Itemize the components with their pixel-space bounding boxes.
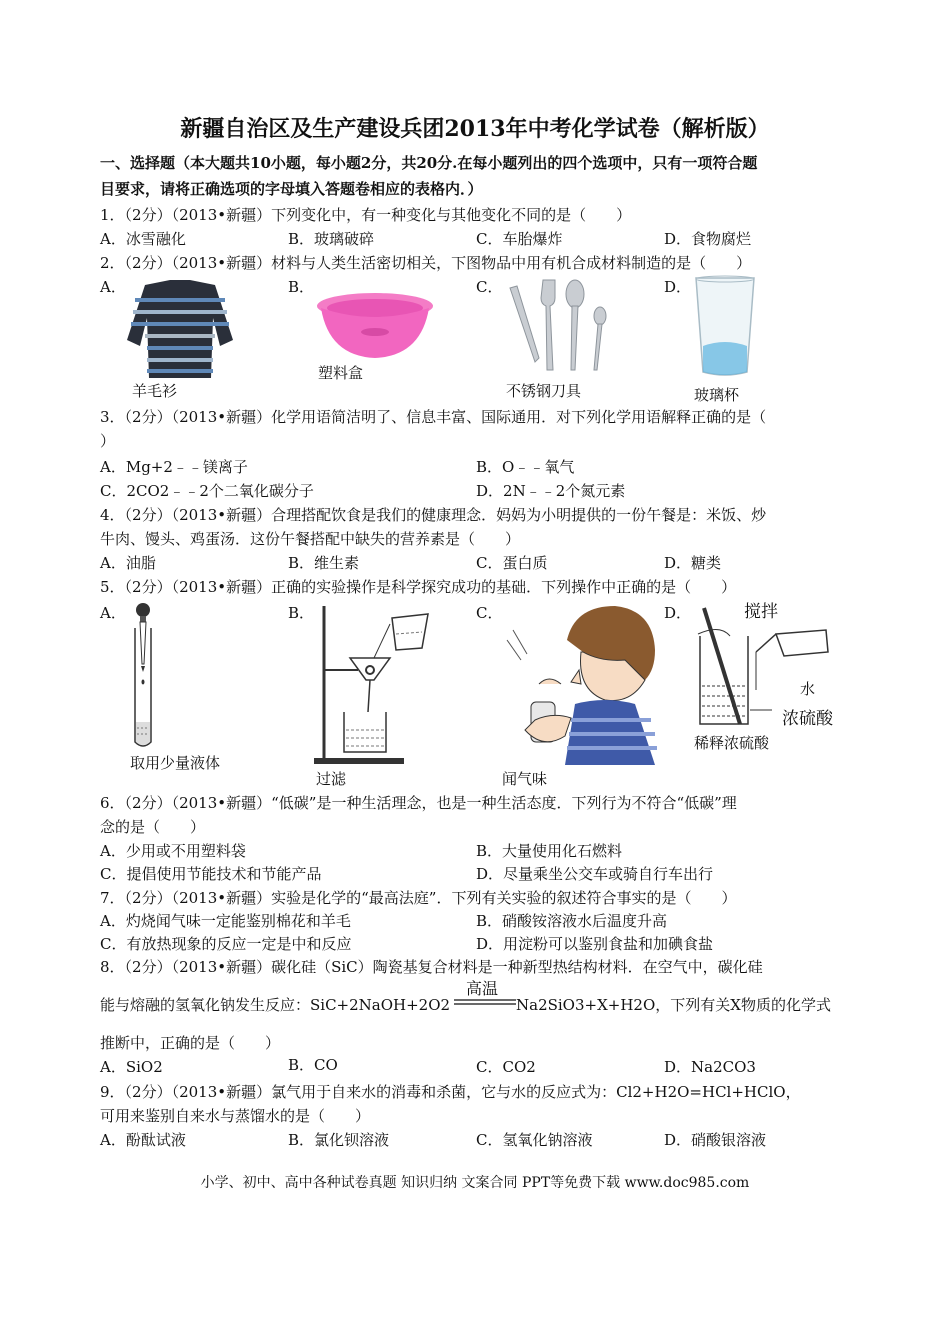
q2-stem: 2．（2分）（2013•新疆）材料与人类生活密切相关，下图物品中用有机合成材料制造的是（ ） [100,254,752,272]
q5-caption-c: 闻气味 [502,770,548,788]
q8-stem-line1: 8．（2分）（2013•新疆）碳化硅（SiC）陶瓷基复合材料是一种新型热结构材料．在空气中，碳化硅 [100,958,763,976]
q2-option-d: D． [664,278,692,296]
q5-caption-d: 稀释浓硫酸 [694,734,770,752]
smelling-boy-image [505,600,665,765]
q8-option-c: C．CO2 [476,1058,536,1076]
q3-option-a: A．Mg+2﹣﹣镁离子 [100,458,248,476]
q5-dilution-stir-label: 搅拌 [744,602,778,622]
q4-option-d: D．糖类 [664,554,722,572]
q4-option-b: B．维生素 [288,554,360,572]
q2-caption-d: 玻璃杯 [694,386,740,404]
q9-option-c: C．氢氧化钠溶液 [476,1131,593,1149]
q3-option-c: C．2CO2﹣﹣2个二氧化碳分子 [100,482,314,500]
q5-dilution-acid-label: 浓硫酸 [782,709,833,729]
q2-option-c: C． [476,278,503,296]
plastic-basin-image [315,292,435,364]
q6-option-c: C．提倡使用节能技术和节能产品 [100,865,322,883]
q2-option-b: B． [288,278,315,296]
q9-stem-line1: 9．（2分）（2013•新疆）氯气用于自来水的消毒和杀菌，它与水的反应式为：Cl2+H2O=HCl+HClO， [100,1083,801,1101]
q8-condition-label: 高温 [466,979,499,998]
q1-option-c: C．车胎爆炸 [476,230,563,248]
q7-stem: 7．（2分）（2013•新疆）实验是化学的“最高法庭”．下列有关实验的叙述符合事实的是（ ） [100,889,737,907]
q6-option-b: B．大量使用化石燃料 [476,842,623,860]
q1-option-a: A．冰雪融化 [100,230,186,248]
q9-option-b: B．氯化钡溶液 [288,1131,390,1149]
section-heading-line1: 一、选择题（本大题共10小题，每小题2分，共20分.在每小题列出的四个选项中，只有一项符合题 [100,154,758,172]
q1-option-b: B．玻璃破碎 [288,230,375,248]
q3-option-d: D．2N﹣﹣2个氮元素 [476,482,626,500]
glass-cup-image [693,276,757,380]
q3-stem-line1: 3．（2分）（2013•新疆）化学用语简洁明了、信息丰富、国际通用．对下列化学用语解释正确的是（ [100,408,767,426]
q8-stem-line3: 推断中，正确的是（ ） [100,1034,281,1052]
q5-dilution-water-label: 水 [800,680,816,698]
q8-option-b: B．CO [288,1056,338,1074]
dropper-testtube-image [128,602,158,750]
q8-option-d: D．Na2CO3 [664,1058,756,1076]
q2-caption-a: 羊毛衫 [132,382,178,400]
q5-option-b: B． [288,604,315,622]
q6-stem-line2: 念的是（ ） [100,818,206,836]
q5-caption-b: 过滤 [316,770,347,788]
filtration-image [310,600,450,768]
q4-option-a: A．油脂 [100,554,156,572]
q4-stem-line2: 牛肉、馒头、鸡蛋汤．这份午餐搭配中缺失的营养素是（ ） [100,530,521,548]
page-footer: 小学、初中、高中各种试卷真题 知识归纳 文案合同 PPT等免费下载 www.doc985.com [200,1175,750,1191]
q7-option-b: B．硝酸铵溶液水后温度升高 [476,912,668,930]
q2-option-a: A． [100,278,126,296]
q6-option-a: A．少用或不用塑料袋 [100,842,246,860]
q7-option-c: C．有放热现象的反应一定是中和反应 [100,935,352,953]
q8-stem-line2-part1: 能与熔融的氢氧化钠发生反应：SiC+2NaOH+2O2 [100,996,451,1014]
q4-stem-line1: 4．（2分）（2013•新疆）合理搭配饮食是我们的健康理念．妈妈为小明提供的一份午餐是：米饭、炒 [100,506,767,524]
q1-stem: 1．（2分）（2013•新疆）下列变化中，有一种变化与其他变化不同的是（ ） [100,206,632,224]
q5-option-a: A． [100,604,126,622]
q2-caption-c: 不锈钢刀具 [506,382,582,400]
q9-option-d: D．硝酸银溶液 [664,1131,767,1149]
cutlery-image [505,278,615,378]
q6-stem-line1: 6．（2分）（2013•新疆）“低碳”是一种生活理念，也是一种生活态度．下列行为不符合“低碳”理 [100,794,737,812]
q4-option-c: C．蛋白质 [476,554,548,572]
q9-stem-line2: 可用来鉴别自来水与蒸馏水的是（ ） [100,1107,371,1125]
q6-option-d: D．尽量乘坐公交车或骑自行车出行 [476,865,714,883]
q7-option-a: A．灼烧闻气味一定能鉴别棉花和羊毛 [100,912,351,930]
q3-stem-line2: ） [100,432,116,450]
q8-option-a: A．SiO2 [100,1058,163,1076]
sweater-image [125,280,235,380]
q5-stem: 5．（2分）（2013•新疆）正确的实验操作是科学探究成功的基础．下列操作中正确的是（ ） [100,578,737,596]
q8-stem-line2-part2: Na2SiO3+X+H2O，下列有关X物质的化学式 [516,996,831,1014]
page-title: 新疆自治区及生产建设兵团2013年中考化学试卷（解析版） [180,116,770,142]
q5-caption-a: 取用少量液体 [130,754,221,772]
q9-option-a: A．酚酞试液 [100,1131,186,1149]
q3-option-b: B．O﹣﹣氧气 [476,458,575,476]
reaction-equals-sign [454,998,516,1006]
section-heading-line2: 目要求，请将正确选项的字母填入答题卷相应的表格内．） [100,180,483,198]
q1-option-d: D．食物腐烂 [664,230,752,248]
q2-caption-b: 塑料盒 [318,364,364,382]
q7-option-d: D．用淀粉可以鉴别食盐和加碘食盐 [476,935,714,953]
q5-option-d: D． [664,604,692,622]
q5-option-c: C． [476,604,503,622]
